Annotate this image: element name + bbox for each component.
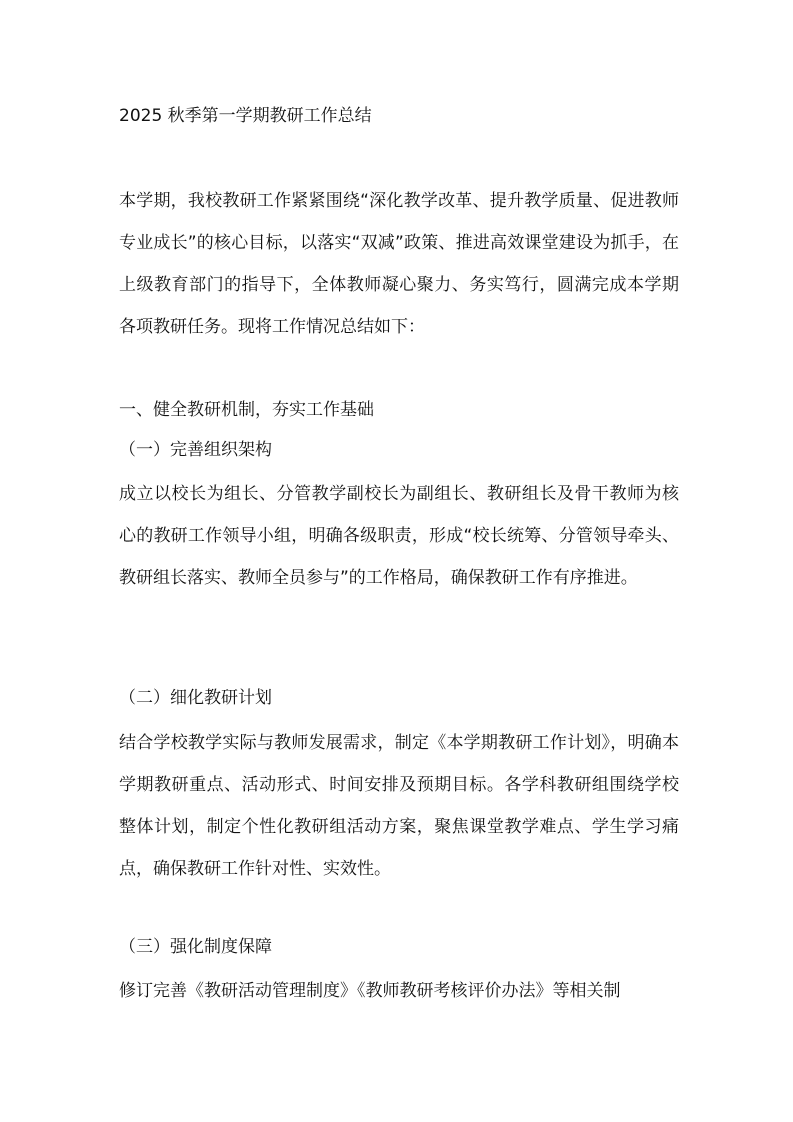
subsection-paragraph: 成立以校长为组长、分管教学副校长为副组长、教研组长及骨干教师为核心的教研工作领导小组，明确各级职责，形成“校长统筹、分管领导牵头、教研组长落实、教师全员参与”的工作格局，确保教研工作有序推进。 xyxy=(119,484,679,588)
subsection-paragraph: 结合学校教学实际与教师发展需求，制定《本学期教研工作计划》，明确本学期教研重点、活动形式、时间安排及预期目标。各学科教研组围绕学校整体计划，制定个性化教研组活动方案，聚焦课堂教学难点、学生学习痛点，确保教研工作针对性、实效性。 xyxy=(119,733,679,879)
subsection-heading: （一）完善组织架构 xyxy=(119,440,272,460)
intro-paragraph: 本学期，我校教研工作紧紧围绕“深化教学改革、提升教学质量、促进教师专业成长”的核心目标，以落实“双减”政策、推进高效课堂建设为抓手，在上级教育部门的指导下，全体教师凝心聚力、务实笃行，圆满完成本学期各项教研任务。现将工作情况总结如下： xyxy=(119,191,679,337)
section-heading: 一、健全教研机制，夯实工作基础 xyxy=(119,400,374,420)
subsection-heading: （三）强化制度保障 xyxy=(119,937,272,957)
subsection-paragraph: 修订完善《教研活动管理制度》《教师教研考核评价办法》等相关制 xyxy=(119,981,621,1001)
subsection-heading: （二）细化教研计划 xyxy=(119,688,272,708)
document-title: 2025 秋季第一学期教研工作总结 xyxy=(119,106,372,126)
